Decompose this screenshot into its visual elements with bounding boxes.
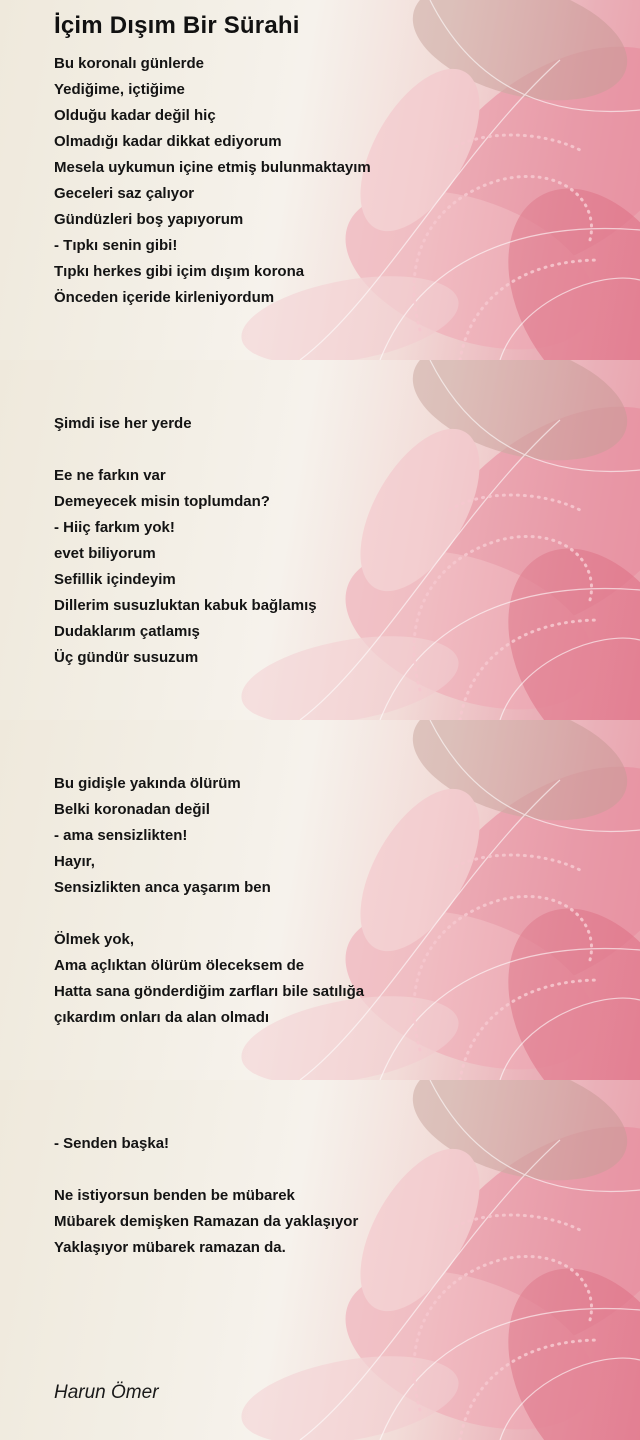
- poem-line: Hatta sana gönderdiğim zarfları bile satılığa: [54, 983, 365, 1000]
- poem-line: Olduğu kadar değil hiç: [54, 107, 216, 124]
- poem-line: Sefillik içindeyim: [54, 571, 176, 588]
- poem-line: - ama sensizlikten!: [54, 827, 188, 844]
- poem-line: evet biliyorum: [54, 545, 156, 562]
- poem-line: Ee ne farkın var: [54, 467, 166, 484]
- poem-line: Hayır,: [54, 853, 95, 870]
- poem-line: - Tıpkı senin gibi!: [54, 237, 178, 254]
- poem-line: Ölmek yok,: [54, 931, 135, 948]
- poem-line: Gündüzleri boş yapıyorum: [54, 211, 244, 228]
- poem-line: Şimdi ise her yerde: [54, 415, 192, 432]
- poem-author: Harun Ömer: [54, 1382, 159, 1403]
- poem-line: Dudaklarım çatlamış: [54, 623, 200, 640]
- poem: [54, 0, 614, 1440]
- poem-line: Bu gidişle yakında ölürüm: [54, 775, 241, 792]
- poem-line: - Senden başka!: [54, 1135, 170, 1152]
- poem-line: - Hiiç farkım yok!: [54, 519, 175, 536]
- poem-line: çıkardım onları da alan olmadı: [54, 1009, 270, 1026]
- poem-line: Mesela uykumun içine etmiş bulunmaktayım: [54, 159, 371, 176]
- poem-line: Üç gündür susuzum: [54, 649, 199, 666]
- poem-line: Olmadığı kadar dikkat ediyorum: [54, 133, 282, 150]
- poem-line: Önceden içeride kirleniyordum: [54, 289, 275, 306]
- poem-title: İçim Dışım Bir Sürahi: [54, 12, 300, 39]
- poem-line: Belki koronadan değil: [54, 801, 210, 818]
- poem-line: Geceleri saz çalıyor: [54, 185, 195, 202]
- poem-line: Sensizlikten anca yaşarım ben: [54, 879, 271, 896]
- poem-line: Ne istiyorsun benden be mübarek: [54, 1187, 295, 1204]
- poem-line: Demeyecek misin toplumdan?: [54, 493, 270, 510]
- poem-line: Yediğime, içtiğime: [54, 81, 185, 98]
- poem-line: Ama açlıktan ölürüm öleceksem de: [54, 957, 305, 974]
- poem-line: Bu koronalı günlerde: [54, 55, 205, 72]
- poem-line: Dillerim susuzluktan kabuk bağlamış: [54, 597, 317, 614]
- poem-line: Tıpkı herkes gibi içim dışım korona: [54, 263, 305, 280]
- poem-line: Mübarek demişken Ramazan da yaklaşıyor: [54, 1213, 359, 1230]
- poem-line: Yaklaşıyor mübarek ramazan da.: [54, 1239, 286, 1256]
